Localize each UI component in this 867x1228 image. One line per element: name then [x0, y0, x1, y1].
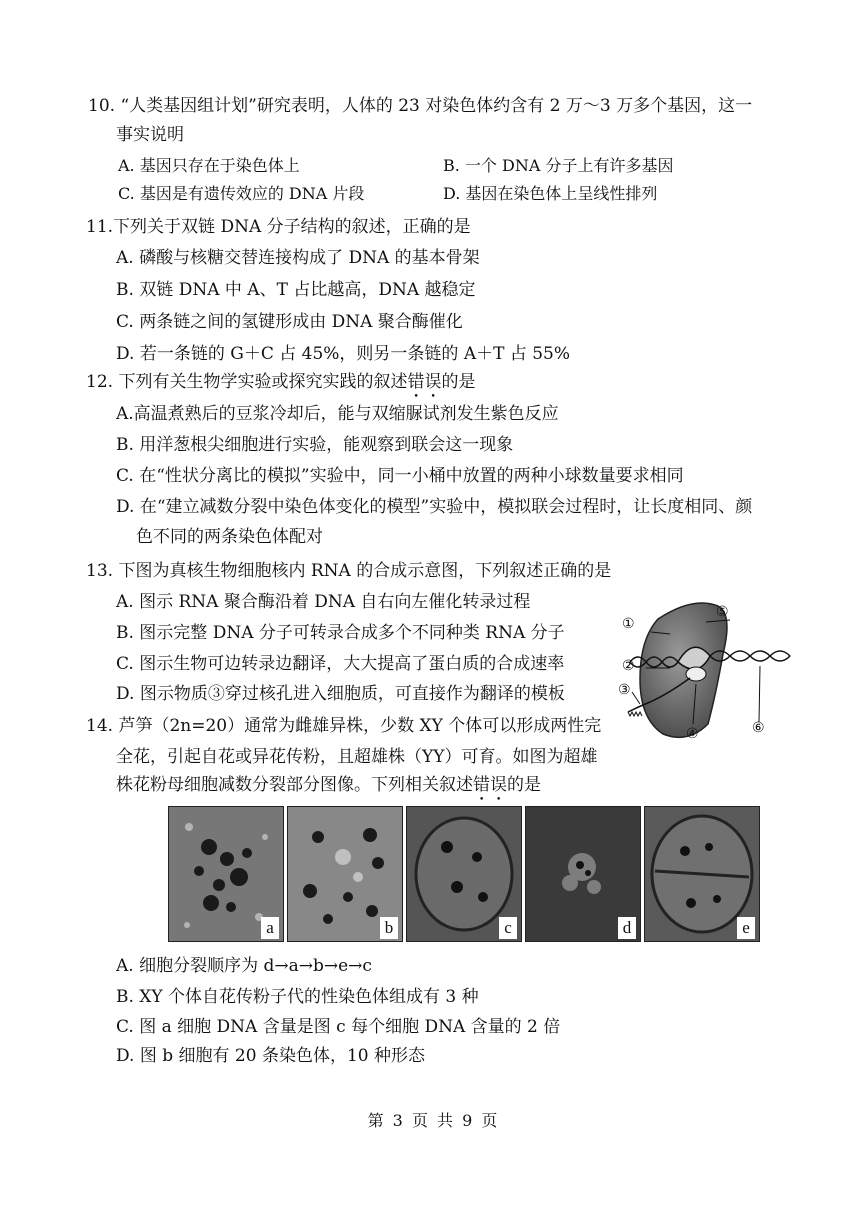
- q12-stem-pre: 12. 下列有关生物学实验或探究实践的叙述: [86, 372, 408, 392]
- q10-option-a: A. 基因只存在于染色体上: [118, 156, 300, 175]
- q14-stem-pre: 株花粉母细胞减数分裂部分图像。下列相关叙述: [116, 775, 473, 795]
- q14-option-d: D. 图 b 细胞有 20 条染色体，10 种形态: [116, 1046, 425, 1066]
- q12-option-c: C. 在“性状分离比的模拟”实验中，同一小桶中放置的两种小球数量要求相同: [116, 466, 684, 486]
- q11-option-b: B. 双链 DNA 中 A、T 占比越高，DNA 越稳定: [116, 280, 476, 300]
- q11-option-c: C. 两条链之间的氢键形成由 DNA 聚合酶催化: [116, 312, 463, 332]
- diagram-label-2: ②: [622, 658, 635, 674]
- q12-stem-emphasis: [407, 372, 441, 392]
- micrograph-b-label: b: [380, 917, 398, 939]
- q14-stem-emphasis: 错误: [473, 775, 507, 795]
- page-footer: 第 3 页 共 9 页: [367, 1111, 500, 1130]
- q11-option-d: D. 若一条链的 G＋C 占 45%，则另一条链的 A＋T 占 55%: [116, 344, 571, 364]
- q12-stem: [86, 371, 475, 402]
- micrograph-b: [287, 806, 403, 942]
- q10-option-d: D. 基因在染色体上呈线性排列: [443, 184, 658, 203]
- diagram-label-1: ①: [622, 616, 635, 632]
- meiosis-micrographs: [168, 806, 768, 942]
- diagram-label-6: ⑥: [752, 720, 765, 736]
- q14-option-b: B. XY 个体自花传粉子代的性染色体组成有 3 种: [116, 987, 479, 1007]
- micrograph-c-label: c: [499, 917, 517, 939]
- micrograph-e: [644, 806, 760, 942]
- micrograph-a: [168, 806, 284, 942]
- diagram-label-3: ③: [618, 682, 631, 698]
- micrograph-c: [406, 806, 522, 942]
- q14-stem-line3: [116, 774, 541, 805]
- q13-option-b: B. 图示完整 DNA 分子可转录合成多个不同种类 RNA 分子: [116, 623, 565, 643]
- rna-tail: [628, 712, 642, 716]
- q12-option-b: B. 用洋葱根尖细胞进行实验，能观察到联会这一现象: [116, 435, 514, 455]
- diagram-label-5: ⑤: [716, 604, 729, 620]
- nucleus-shape: [640, 603, 727, 737]
- q14-stem-line1: 14. 芦笋（2n=20）通常为雌雄异株，少数 XY 个体可以形成两性完: [86, 716, 602, 736]
- q12-stem-post: 的是: [441, 372, 476, 392]
- diagram-label-4: ④: [686, 726, 699, 742]
- nucleus-diagram-svg: [618, 594, 798, 754]
- micrograph-e-label: e: [737, 917, 755, 939]
- q10-option-c: C. 基因是有遗传效应的 DNA 片段: [118, 184, 365, 203]
- q13-option-a: A. 图示 RNA 聚合酶沿着 DNA 自右向左催化转录过程: [116, 592, 531, 612]
- q14-stem-post: 的是: [507, 775, 541, 795]
- q14-option-c: C. 图 a 细胞 DNA 含量是图 c 每个细胞 DNA 含量的 2 倍: [116, 1017, 561, 1037]
- q12-option-d-line2: 色不同的两条染色体配对: [136, 527, 323, 547]
- q13-stem: 13. 下图为真核生物细胞核内 RNA 的合成示意图，下列叙述正确的是: [86, 561, 612, 581]
- micrograph-a-label: a: [261, 917, 279, 939]
- q11-stem: 11.下列关于双链 DNA 分子结构的叙述，正确的是: [86, 217, 471, 237]
- q13-option-c: C. 图示生物可边转录边翻译，大大提高了蛋白质的合成速率: [116, 654, 565, 674]
- q10-stem-line1: 10. “人类基因组计划”研究表明，人体的 23 对染色体约含有 2 万～3 万多个基因，这一: [88, 96, 753, 116]
- q10-stem-line2: 事实说明: [116, 125, 184, 145]
- rna-synthesis-diagram: [618, 594, 798, 754]
- q14-option-a: A. 细胞分裂顺序为 d→a→b→e→c: [116, 956, 372, 976]
- q12-emphasis-text: 错误: [407, 372, 442, 392]
- micrograph-d-label: d: [618, 917, 636, 939]
- q14-stem-line2: 全花，引起自花或异花传粉，且超雄株（YY）可育。如图为超雄: [116, 747, 598, 767]
- q13-option-d: D. 图示物质③穿过核孔进入细胞质，可直接作为翻译的模板: [116, 684, 565, 704]
- q12-option-a: A.高温煮熟后的豆浆冷却后，能与双缩脲试剂发生紫色反应: [116, 404, 559, 424]
- q10-option-b: B. 一个 DNA 分子上有许多基因: [443, 156, 674, 175]
- q12-option-d-line1: D. 在“建立减数分裂中染色体变化的模型”实验中，模拟联会过程时，让长度相同、颜: [116, 497, 753, 517]
- micrograph-d: [525, 806, 641, 942]
- q11-option-a: A. 磷酸与核糖交替连接构成了 DNA 的基本骨架: [116, 248, 480, 268]
